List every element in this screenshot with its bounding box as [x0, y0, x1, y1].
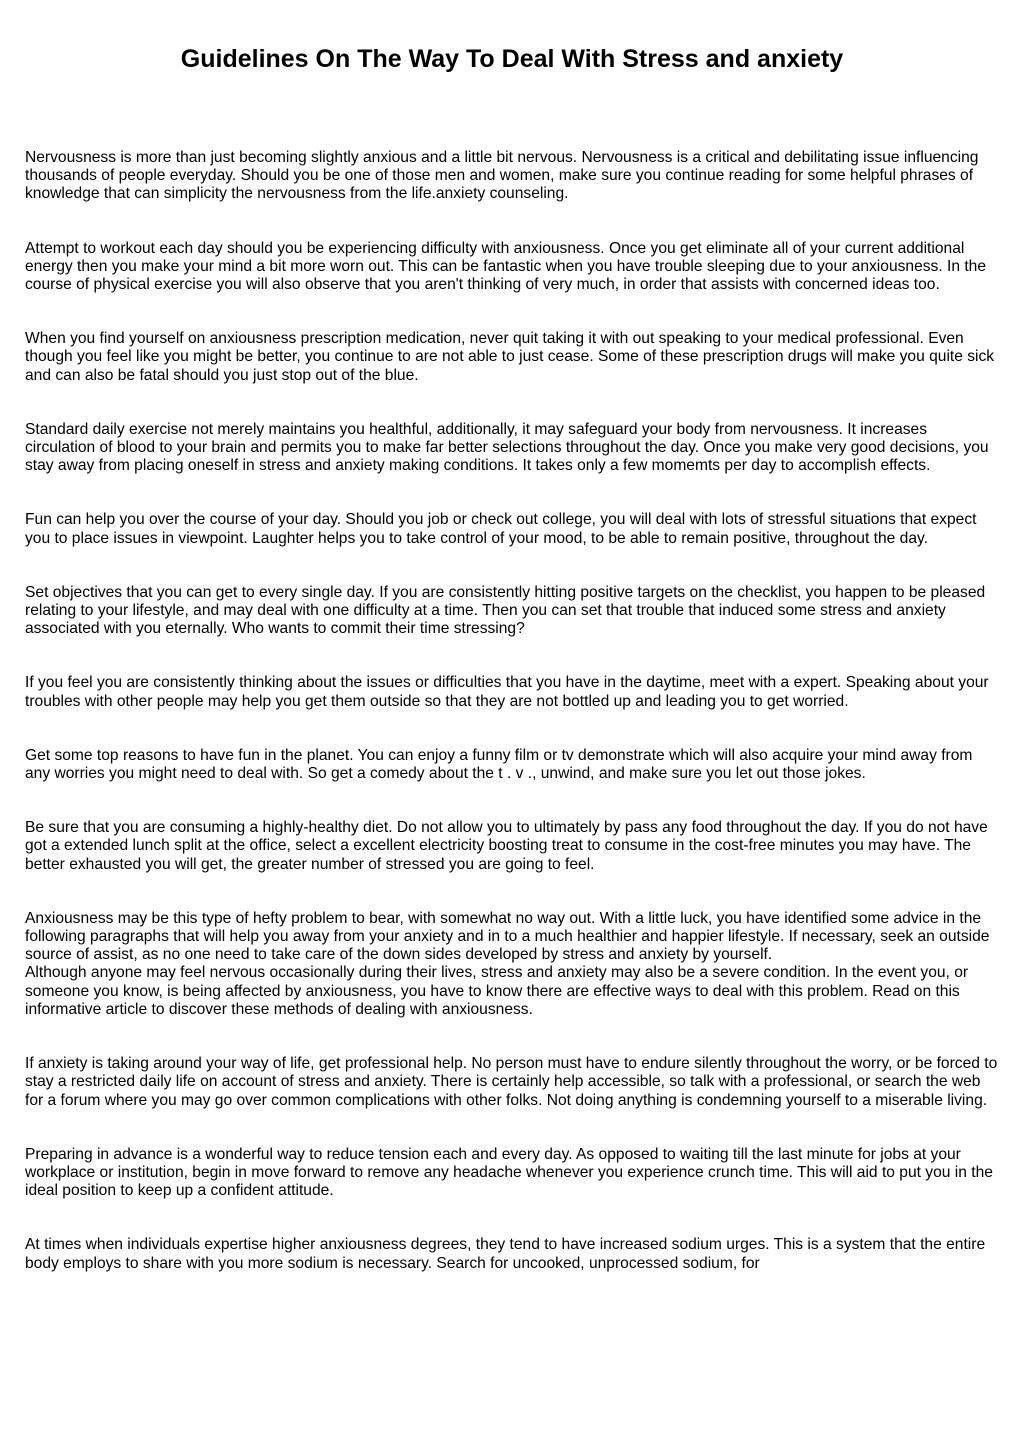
paragraph-12: If anxiety is taking around your way of life, get professional help. No person must have to endure silently throughout the worry, or be forced to stay a restricted daily life on account of stress and anxiety. There is certainly help accessible, so talk with a professional, or search the web for a forum where you may go over common complications with other folks. Not doing anything is condemning yourself to a miserable living. — [25, 1055, 998, 1109]
page-title: Guidelines On The Way To Deal With Stress and anxiety — [180, 45, 844, 73]
paragraph-6: Set objectives that you can get to every single day. If you are consistently hitting positive targets on the checklist, you happen to be pleased relating to your lifestyle, and may deal with one difficulty at a time. Then you can set that trouble that induced some stress and anxiety associated with you eternally. Who wants to commit their time stressing? — [25, 583, 986, 638]
paragraph-13: Preparing in advance is a wonderful way to reduce tension each and every day. As opposed to waiting till the last minute for jobs at your workplace or institution, begin in move forward to remove any headache whenever you experience crunch time. This will aid to put you in the ideal position to keep up a confident attitude. — [25, 1145, 993, 1200]
paragraph-8: Get some top reasons to have fun in the planet. You can enjoy a funny film or tv demonstrate which will also acquire your mind away from any worries you might need to deal with. So get a comedy about the t . v ., unwind, and make sure you let out those jokes. — [25, 746, 973, 783]
paragraph-3: When you find yourself on anxiousness prescription medication, never quit taking it with out speaking to your medical professional. Even though you feel like you might be better, you continue to are not able to just cease. Some of these prescription drugs will make you quite sick and can also be fatal should you just stop out of the blue. — [25, 330, 995, 384]
paragraph-11: Although anyone may feel nervous occasionally during their lives, stress and anxiety may also be a severe condition. In the event you, or someone you know, is being affected by anxiousness, you have to know there are effective ways to deal with this problem. Read on this informative article to discover these methods of dealing with anxiousness. — [25, 964, 969, 1018]
article-body — [25, 149, 1000, 1309]
paragraph-2: Attempt to workout each day should you be experiencing difficulty with anxiousness. Once you get eliminate all of your current additional energy then you make your mind a bit more worn out. This can be fantastic when you have trouble sleeping due to your anxiousness. In the course of physical exercise you will also observe that you aren't thinking of very much, in order that assists with concerned ideas too. — [25, 239, 987, 294]
paragraph-9: Be sure that you are consuming a highly-healthy diet. Do not allow you to ultimately by pass any food throughout the day. If you do not have got a extended lunch split at the office, select a excellent electricity boosting treat to consume in the cost-free minutes you may have. The better exhausted you will get, the greater number of stressed you are going to feel. — [25, 819, 988, 873]
paragraph-7: If you feel you are consistently thinking about the issues or difficulties that you have in the daytime, meet with a expert. Speaking about your troubles with other people may help you get them outside so that they are not bottled up and leading you to get worried. — [25, 674, 989, 710]
paragraph-4: Standard daily exercise not merely maintains you healthful, additionally, it may safeguard your body from nervousness. It increases circulation of blood to your brain and permits you to make far better selections throughout the day. Once you make very good decisions, you stay away from placing oneself in stress and anxiety making conditions. It takes only a few momemts per day to accomplish effects. — [25, 420, 989, 475]
paragraph-14: At times when individuals expertise higher anxiousness degrees, they tend to have increased sodium urges. This is a system that the entire body employs to share with you more sodium is necessary. Search for uncooked, unprocessed sodium, for — [25, 1236, 986, 1272]
paragraph-10: Anxiousness may be this type of hefty problem to bear, with somewhat no way out. With a little luck, you have identified some advice in the following paragraphs that will help you away from your anxiety and in to a much healthier and happier lifestyle. If necessary, seek an outside source of assist, as no one need to take care of the down sides developed by stress and anxiety by yourself. — [25, 909, 990, 964]
paragraph-5: Fun can help you over the course of your day. Should you job or check out college, you will deal with lots of stressful situations that expect you to place issues in viewpoint. Laughter helps you to take control of your mood, to be able to remain positive, throughout the day. — [25, 511, 977, 547]
paragraph-1: Nervousness is more than just becoming slightly anxious and a little bit nervous. Nervousness is a critical and debilitating issue influencing thousands of people everyday. Should you be one of those men and women, make sure you continue reading for some helpful phrases of knowledge that can simplicity the nervousness from the life.anxiety counseling. — [25, 149, 979, 203]
